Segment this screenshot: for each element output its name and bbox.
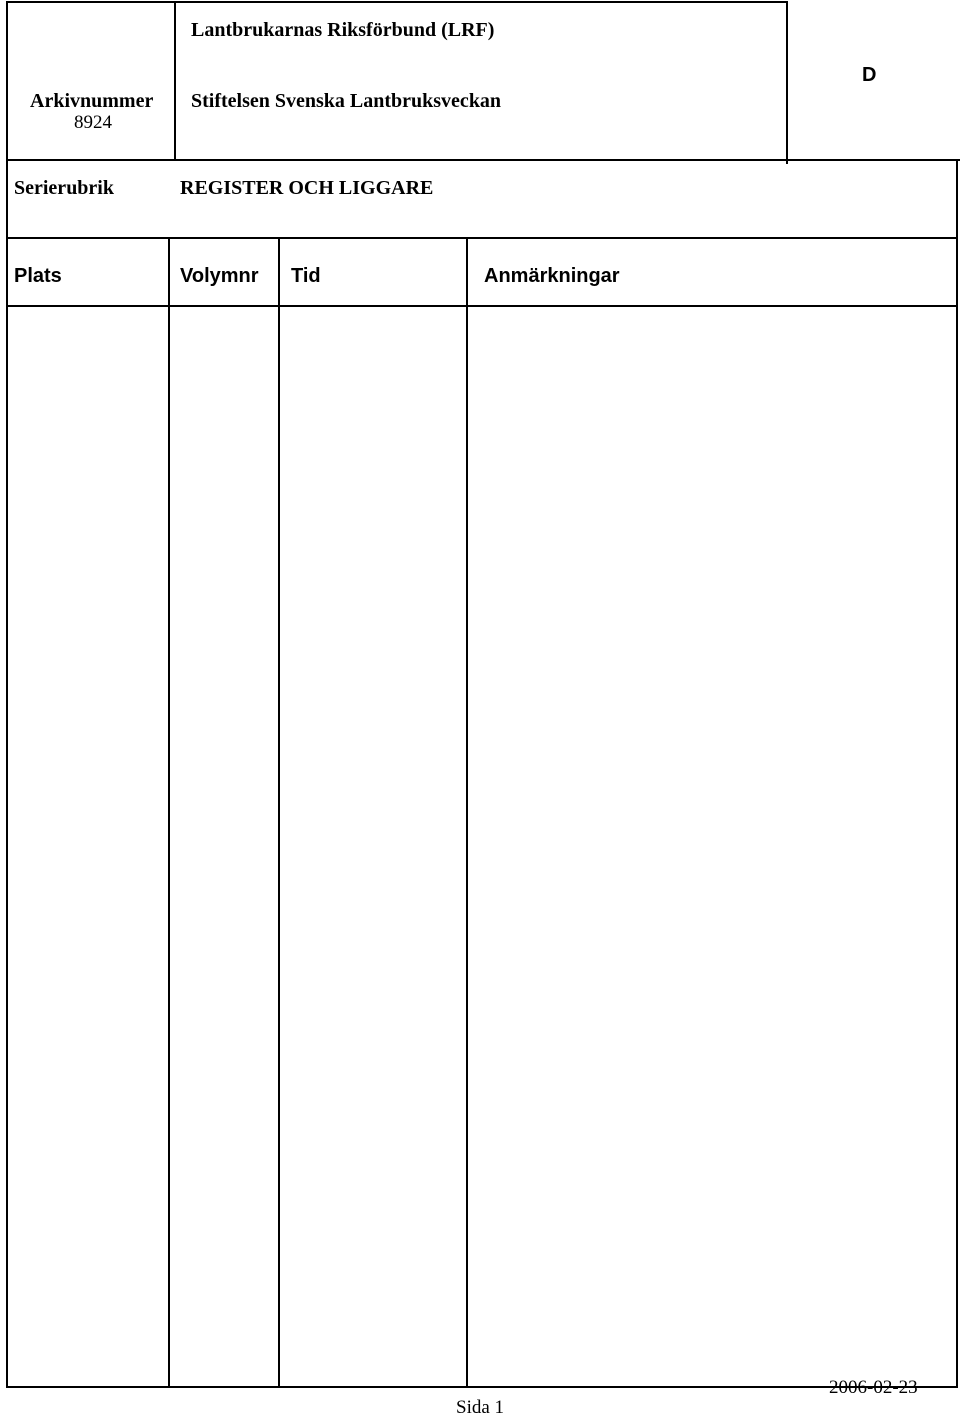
archive-number-label: Arkivnummer [30,90,154,112]
column-header-bottom-border [6,305,958,307]
series-code: D [862,64,877,86]
series-right-border [956,161,958,239]
archive-number-value: 8924 [74,112,112,133]
header-bottom-border [6,159,960,161]
foundation-name: Stiftelsen Svenska Lantbruksveckan [191,90,502,112]
series-label: Serierubrik [14,177,114,199]
series-title: REGISTER OCH LIGGARE [180,177,434,199]
footer-date: 2006-02-23 [829,1377,918,1398]
table-right-border [956,237,958,1388]
column-header-time: Tid [291,265,321,287]
page-number: Sida 1 [456,1397,505,1418]
series-bottom-border [6,237,958,239]
header-top-border [6,1,788,3]
header-divider-right [786,1,788,164]
header-divider-left [174,1,176,161]
column-header-volume: Volymnr [180,265,259,287]
column-divider-time [278,237,280,1388]
table-bottom-border [6,1386,958,1388]
header-left-border [6,1,8,161]
column-divider-remarks [466,237,468,1388]
column-header-place: Plats [14,265,62,287]
table-left-border [6,237,8,1388]
column-divider-volume [168,237,170,1388]
organization-name: Lantbrukarnas Riksförbund (LRF) [191,19,495,41]
column-header-remarks: Anmärkningar [484,265,620,287]
series-left-border [6,159,8,239]
